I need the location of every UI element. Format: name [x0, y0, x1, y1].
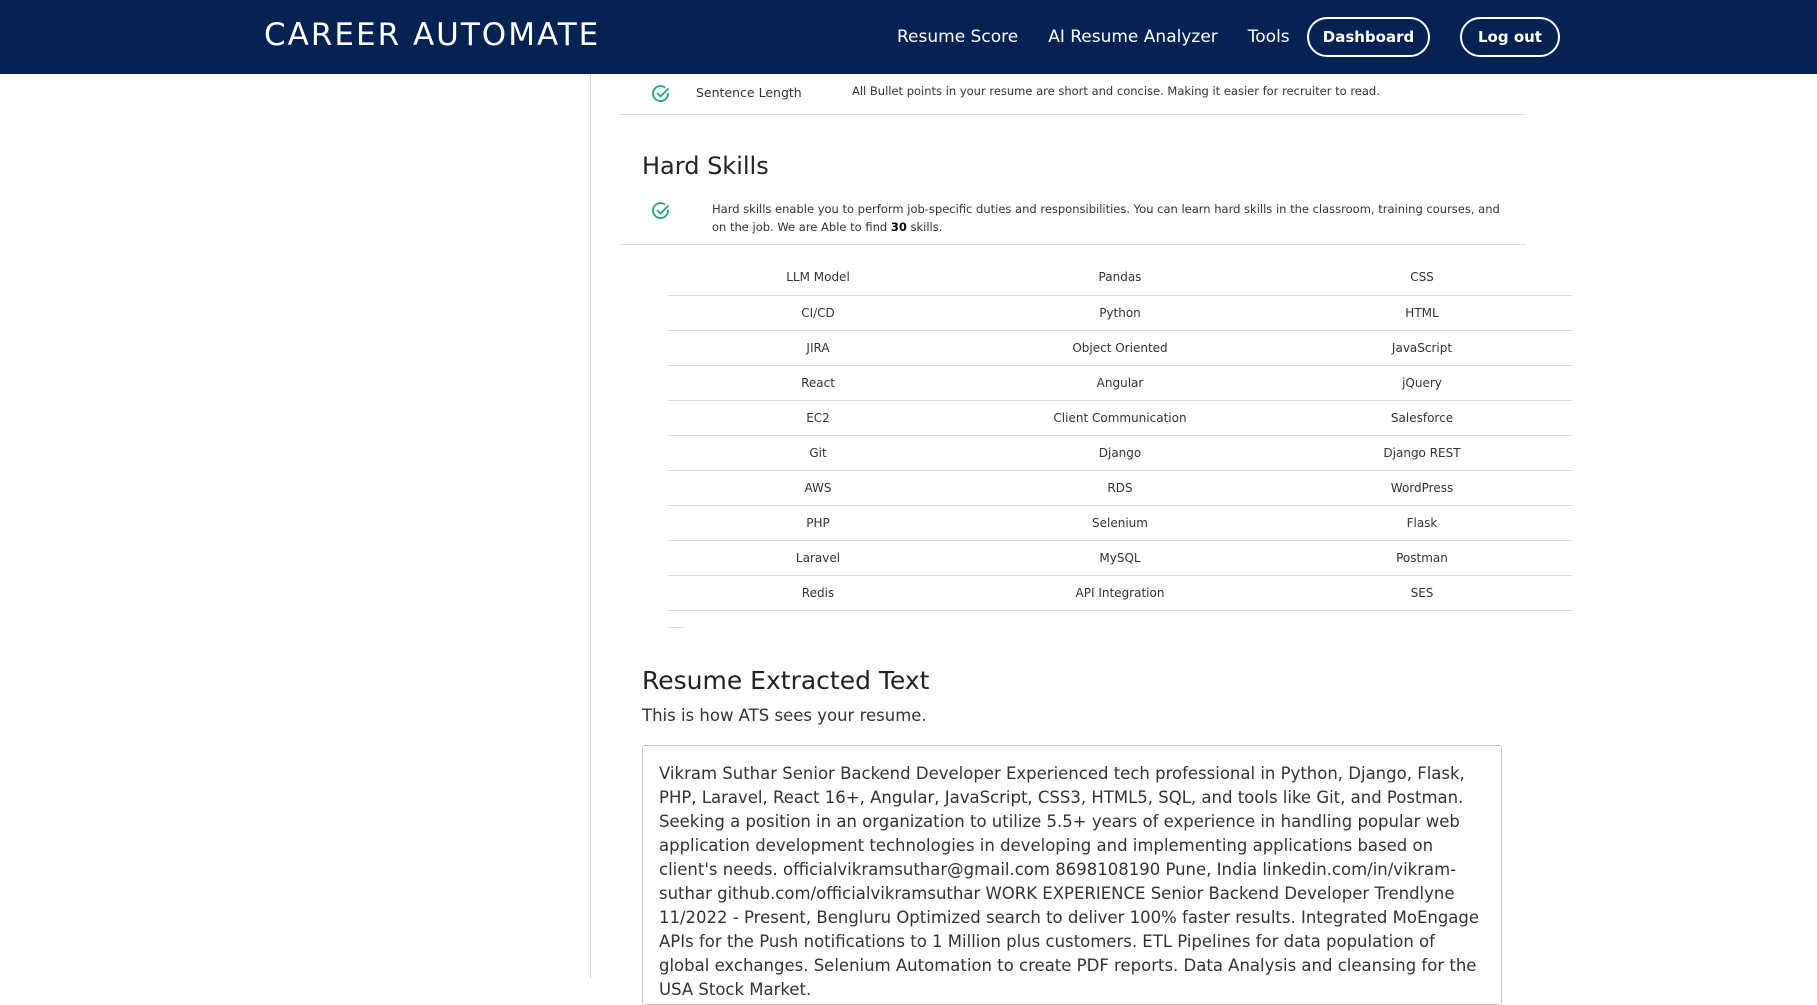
check-circle-icon — [651, 84, 671, 104]
sentence-length-label: Sentence Length — [696, 85, 802, 100]
skill-cell: Selenium — [969, 505, 1271, 540]
skill-cell: CSS — [1271, 260, 1573, 295]
nav-links — [897, 0, 1320, 74]
top-navbar — [0, 0, 1817, 74]
table-tail-line — [667, 627, 685, 628]
skill-cell: Angular — [969, 365, 1271, 400]
hard-skills-desc-text: Hard skills enable you to perform job-specific duties and responsibilities. You can learn hard skills in the classroom, training courses, and on the job. We are Able to find — [712, 202, 1500, 234]
skill-cell: HTML — [1271, 295, 1573, 330]
hard-skills-divider — [619, 244, 1526, 245]
skill-cell: jQuery — [1271, 365, 1573, 400]
skill-cell: Postman — [1271, 540, 1573, 575]
table-row — [667, 575, 1573, 610]
skill-cell: Python — [969, 295, 1271, 330]
skill-cell: Laravel — [667, 540, 969, 575]
skill-cell: React — [667, 365, 969, 400]
hard-skills-desc-suffix: skills. — [906, 220, 943, 234]
skill-cell: Django — [969, 435, 1271, 470]
hard-skills-description — [712, 200, 1502, 236]
table-row — [667, 365, 1573, 400]
extracted-text-box[interactable]: Vikram Suthar Senior Backend Developer Experienced tech professional in Python, Django, Flask, PHP, Laravel, React 16+, Angular, JavaScript, CSS3, HTML5, SQL, and tools like Git, and Postman. Seeking a position in an organization to utilize 5.5+ years of experience in handling popular web application development technologies in developing and implementing applications based on client's needs. officialvikramsuthar@gmail.com 8698108190 Pune, India linkedin.com/in/vikram-suthar github.com/officialvikramsuthar WORK EXPERIENCE Senior Backend Developer Trendlyne 11/2022 - Present, Bengluru Optimized search to deliver 100% faster results. Integrated MoEngage APIs for the Push notifications to 1 Million plus customers. ETL Pipelines for data population of global exchanges. Selenium Automation to create PDF reports. Data Analysis and cleansing for the USA Stock Market. — [642, 745, 1502, 1005]
nav-link-resume-score[interactable]: Resume Score — [897, 27, 1019, 47]
skill-cell: API Integration — [969, 575, 1271, 610]
skill-cell: Flask — [1271, 505, 1573, 540]
table-row — [667, 330, 1573, 365]
skill-cell: EC2 — [667, 400, 969, 435]
table-row — [667, 295, 1573, 330]
skill-cell: JavaScript — [1271, 330, 1573, 365]
skill-cell: Object Oriented — [969, 330, 1271, 365]
skill-cell: CI/CD — [667, 295, 969, 330]
skill-cell: Django REST — [1271, 435, 1573, 470]
skill-cell: Redis — [667, 575, 969, 610]
skill-cell: Git — [667, 435, 969, 470]
skill-cell: WordPress — [1271, 470, 1573, 505]
nav-link-tools[interactable]: Tools — [1247, 27, 1290, 47]
extracted-text-title: Resume Extracted Text — [642, 666, 930, 695]
skill-cell: RDS — [969, 470, 1271, 505]
skill-cell: Pandas — [969, 260, 1271, 295]
skills-table — [667, 260, 1573, 611]
skill-cell: PHP — [667, 505, 969, 540]
sidebar-divider — [590, 74, 591, 978]
dashboard-button[interactable]: Dashboard — [1307, 17, 1430, 57]
table-row — [667, 260, 1573, 295]
skill-cell: JIRA — [667, 330, 969, 365]
skill-cell: MySQL — [969, 540, 1271, 575]
skill-cell: LLM Model — [667, 260, 969, 295]
table-row — [667, 435, 1573, 470]
skill-cell: AWS — [667, 470, 969, 505]
nav-link-ai-resume-analyzer[interactable]: AI Resume Analyzer — [1048, 27, 1218, 47]
brand-logo[interactable]: CAREER AUTOMATE — [264, 17, 601, 53]
check-circle-icon — [651, 201, 671, 221]
hard-skills-title: Hard Skills — [642, 152, 769, 180]
table-row — [667, 400, 1573, 435]
skill-cell: Client Communication — [969, 400, 1271, 435]
table-row — [667, 505, 1573, 540]
skill-cell: SES — [1271, 575, 1573, 610]
extracted-text-subtitle: This is how ATS sees your resume. — [642, 706, 927, 725]
hard-skills-count: 30 — [890, 220, 907, 234]
logout-button[interactable]: Log out — [1460, 17, 1560, 57]
skill-cell: Salesforce — [1271, 400, 1573, 435]
sentence-length-text: All Bullet points in your resume are short and concise. Making it easier for recruiter to read. — [852, 84, 1380, 98]
table-row — [667, 540, 1573, 575]
table-row — [667, 470, 1573, 505]
